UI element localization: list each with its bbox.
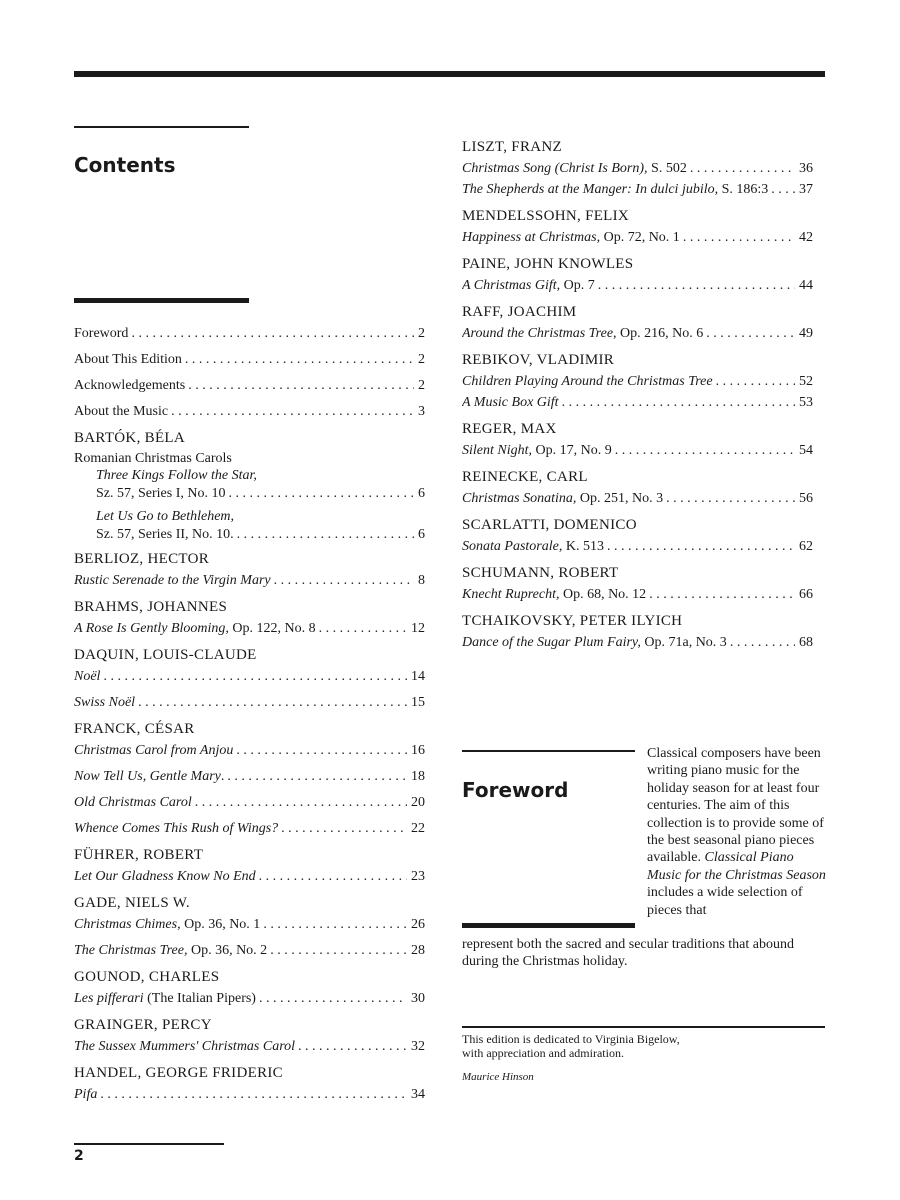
page-number: 44: [799, 278, 813, 293]
leader-dots: [227, 767, 407, 787]
toc-entry[interactable]: [462, 585, 813, 605]
leader-dots: [298, 1037, 407, 1057]
leader-dots: [270, 941, 407, 961]
leader-dots: [188, 376, 414, 396]
work-detail: Sz. 57, Series II, No. 10.: [96, 527, 234, 542]
page-number: 3: [418, 404, 425, 419]
leader-dots: [100, 1085, 407, 1105]
leader-dots: [195, 793, 407, 813]
leader-dots: [281, 819, 407, 839]
contents-heading: Contents: [74, 153, 176, 177]
work-detail: Op. 36, No. 2: [187, 943, 268, 958]
book-title: Classical Piano Music for the Christmas Season: [647, 850, 826, 883]
composer-heading: BARTÓK, BÉLA: [74, 430, 186, 446]
toc-entry[interactable]: [74, 571, 425, 591]
leader-dots: [771, 180, 795, 200]
work-title: Silent Night,: [462, 443, 532, 458]
toc-entry[interactable]: [74, 350, 425, 370]
leader-dots: [185, 350, 414, 370]
toc-entry[interactable]: [74, 619, 425, 639]
toc-entry[interactable]: [74, 324, 425, 344]
toc-entry[interactable]: [74, 1037, 425, 1057]
contents-rule-bottom: [74, 298, 249, 303]
work-detail: Sz. 57, Series I, No. 10: [96, 486, 226, 501]
toc-entry[interactable]: [462, 180, 813, 200]
work-detail: K. 513: [562, 539, 604, 554]
dedication-text: [462, 1032, 822, 1060]
entry-label: [462, 228, 680, 248]
leader-dots: [138, 693, 407, 713]
page-number: 2: [418, 326, 425, 341]
right-composer-list: [462, 137, 813, 653]
work-detail: Op. 7: [560, 278, 595, 293]
toc-entry[interactable]: [462, 159, 813, 179]
leader-dots: [259, 989, 407, 1009]
work-title: Les pifferari: [74, 991, 144, 1006]
work-title: Pifa: [74, 1087, 98, 1102]
page-number: 20: [411, 795, 425, 810]
page-number: 34: [411, 1087, 425, 1102]
entry-label: [74, 819, 278, 839]
entry-label: [462, 489, 663, 509]
page-number: 18: [411, 769, 425, 784]
entry-label: Foreword: [74, 326, 129, 341]
composer-heading: TCHAIKOVSKY, PETER ILYICH: [462, 613, 683, 629]
entry-label: [462, 180, 768, 200]
page-number: 6: [418, 486, 425, 501]
leader-dots: [562, 393, 795, 413]
page-number: 37: [799, 182, 813, 197]
entry-label: [74, 1085, 97, 1105]
front-matter-list: [74, 324, 425, 422]
toc-entry[interactable]: [74, 867, 425, 887]
entry-label: [74, 571, 271, 591]
composer-heading: DAQUIN, LOUIS-CLAUDE: [74, 647, 257, 663]
work-detail: Op. 71a, No. 3: [640, 635, 727, 650]
dedication-rule: [462, 1026, 825, 1028]
leader-dots: [598, 276, 795, 296]
toc-entry[interactable]: [74, 741, 425, 761]
leader-dots: [706, 324, 795, 344]
bartok-entry-1[interactable]: [74, 467, 425, 504]
page-number: 6: [418, 527, 425, 542]
page-number: 32: [411, 1039, 425, 1054]
leader-dots: [171, 402, 414, 422]
toc-entry[interactable]: [462, 276, 813, 296]
work-title: Old Christmas Carol: [74, 795, 192, 810]
work-title: Now Tell Us, Gentle Mary: [74, 769, 221, 784]
entry-label: [74, 741, 233, 761]
work-title: Christmas Song (Christ Is Born),: [462, 161, 648, 176]
dedication-line: with appreciation and admiration.: [462, 1046, 624, 1060]
page-number: 62: [799, 539, 813, 554]
toc-entry[interactable]: [74, 793, 425, 813]
entry-label: [74, 941, 267, 961]
work-title: Around the Christmas Tree,: [462, 326, 617, 341]
work-title: Let Our Gladness Know No End: [74, 869, 256, 884]
entry-label: [462, 372, 713, 392]
entry-label: [462, 441, 612, 461]
work-detail: Op. 216, No. 6: [616, 326, 704, 341]
toc-right-column: [462, 131, 813, 654]
page-number: 52: [799, 374, 813, 389]
work-title: Children Playing Around the Christmas Tree: [462, 374, 713, 389]
leader-dots: [649, 585, 795, 605]
page-number-footer: 2: [74, 1148, 84, 1164]
foreword-text-column: [647, 745, 827, 919]
work-title: The Christmas Tree,: [74, 943, 188, 958]
work-detail: Op. 72, No. 1: [600, 230, 680, 245]
header-rule: [74, 71, 825, 77]
leader-dots: [716, 372, 795, 392]
leader-dots: [666, 489, 795, 509]
left-composer-list: [74, 549, 425, 1105]
entry-label: [74, 619, 316, 639]
toc-entry[interactable]: [74, 1085, 425, 1105]
work-detail: Op. 251, No. 3: [576, 491, 664, 506]
work-detail: Op. 17, No. 9: [532, 443, 612, 458]
toc-entry[interactable]: [462, 633, 813, 653]
work-title: Rustic Serenade to the Virgin Mary: [74, 573, 271, 588]
entry-label: About the Music: [74, 404, 169, 419]
toc-entry[interactable]: [462, 324, 813, 344]
entry-label: About This Edition: [74, 352, 182, 367]
toc-entry[interactable]: [462, 537, 813, 557]
footer-rule: [74, 1143, 224, 1145]
entry-label: [462, 585, 646, 605]
page-number: 2: [418, 352, 425, 367]
toc-entry[interactable]: [74, 989, 425, 1009]
work-detail: Op. 122, No. 8: [228, 621, 316, 636]
page-number: 22: [411, 821, 425, 836]
work-detail: S. 186:3: [718, 182, 769, 197]
work-title: A Rose Is Gently Blooming,: [74, 621, 229, 636]
work-title: Christmas Sonatina,: [462, 491, 577, 506]
toc-entry[interactable]: [462, 372, 813, 392]
work-title: Noël: [74, 669, 101, 684]
page-number: 56: [799, 491, 813, 506]
foreword-rule-bottom: [462, 923, 635, 928]
work-title: Three Kings Follow the Star,: [96, 468, 257, 483]
entry-label: [74, 793, 192, 813]
composer-heading: FÜHRER, ROBERT: [74, 847, 204, 863]
work-title: Knecht Ruprecht,: [462, 587, 560, 602]
work-title: Whence Comes This Rush of Wings?: [74, 821, 279, 836]
toc-entry[interactable]: [74, 667, 425, 687]
work-detail: Op. 36, No. 1: [180, 917, 261, 932]
composer-heading: HANDEL, GEORGE FRIDERIC: [74, 1065, 283, 1081]
signature: Maurice Hinson: [462, 1071, 534, 1083]
page-number: 42: [799, 230, 813, 245]
work-title: Happiness at Christmas,: [462, 230, 601, 245]
composer-heading: BRAHMS, JOHANNES: [74, 599, 228, 615]
entry-label: [74, 915, 260, 935]
leader-dots: [607, 537, 795, 557]
composer-heading: PAINE, JOHN KNOWLES: [462, 256, 634, 272]
contents-rule-top: [74, 126, 249, 128]
leader-dots: [131, 324, 414, 344]
entry-label: [74, 867, 256, 887]
page-number: 30: [411, 991, 425, 1006]
work-detail: .: [220, 769, 225, 784]
toc-entry[interactable]: [462, 489, 813, 509]
foreword-heading: Foreword: [462, 778, 569, 802]
page-number: 49: [799, 326, 813, 341]
page-number: 54: [799, 443, 813, 458]
toc-entry[interactable]: [74, 915, 425, 935]
composer-heading: GRAINGER, PERCY: [74, 1017, 212, 1033]
toc-entry[interactable]: [462, 393, 813, 413]
work-title: Swiss Noël: [74, 695, 136, 710]
toc-entry[interactable]: [462, 441, 813, 461]
entry-label: [462, 324, 703, 344]
composer-heading: GOUNOD, CHARLES: [74, 969, 220, 985]
work-title: A Music Box Gift: [462, 395, 559, 410]
work-title: Christmas Chimes,: [74, 917, 181, 932]
page-number: 23: [411, 869, 425, 884]
leader-dots: [274, 571, 414, 591]
composer-heading: LISZT, FRANZ: [462, 139, 562, 155]
leader-dots: [730, 633, 795, 653]
entry-label: [74, 667, 100, 687]
page-number: 16: [411, 743, 425, 758]
composer-heading: SCHUMANN, ROBERT: [462, 565, 619, 581]
composer-heading: FRANCK, CÉSAR: [74, 721, 195, 737]
composer-heading: RAFF, JOACHIM: [462, 304, 577, 320]
leader-dots: [683, 228, 795, 248]
composer-heading: BERLIOZ, HECTOR: [74, 551, 210, 567]
bartok-entry-2[interactable]: [74, 508, 425, 545]
entry-label: [74, 989, 256, 1009]
work-title: A Christmas Gift,: [462, 278, 561, 293]
leader-dots: [259, 867, 407, 887]
toc-entry[interactable]: [462, 228, 813, 248]
page-number: 14: [411, 669, 425, 684]
group-heading: Romanian Christmas Carols: [74, 451, 232, 466]
work-detail: S. 502: [647, 161, 687, 176]
page-number: 2: [418, 378, 425, 393]
foreword-text: Classical composers have been writing piano music for the holiday season for at least four centuries. The aim of this collection is to provide some of the best seasonal piano pieces available.: [647, 746, 824, 866]
leader-dots: [229, 484, 415, 504]
page-number: 26: [411, 917, 425, 932]
work-title: The Sussex Mummers' Christmas Carol: [74, 1039, 296, 1054]
work-title: Christmas Carol from Anjou: [74, 743, 234, 758]
toc-entry[interactable]: [74, 767, 425, 787]
toc-entry[interactable]: [74, 402, 425, 422]
toc-entry[interactable]: [74, 693, 425, 713]
page-number: 12: [411, 621, 425, 636]
leader-dots: [237, 525, 414, 545]
page-number: 8: [418, 573, 425, 588]
page-number: 66: [799, 587, 813, 602]
leader-dots: [615, 441, 795, 461]
entry-label: Acknowledgements: [74, 378, 186, 393]
page-number: 68: [799, 635, 813, 650]
toc-entry[interactable]: [74, 819, 425, 839]
work-detail: Op. 68, No. 12: [559, 587, 647, 602]
entry-label: [462, 537, 604, 557]
work-title: Sonata Pastorale,: [462, 539, 563, 554]
composer-heading: REINECKE, CARL: [462, 469, 588, 485]
entry-label: [74, 767, 224, 787]
leader-dots: [263, 915, 407, 935]
composer-heading: SCARLATTI, DOMENICO: [462, 517, 637, 533]
composer-heading: MENDELSSOHN, FELIX: [462, 208, 630, 224]
dedication-line: This edition is dedicated to Virginia Bigelow,: [462, 1032, 680, 1046]
entry-label: [74, 1037, 295, 1057]
entry-label: [462, 276, 595, 296]
page-number: 36: [799, 161, 813, 176]
toc-entry[interactable]: [74, 941, 425, 961]
leader-dots: [319, 619, 407, 639]
work-title: Dance of the Sugar Plum Fairy,: [462, 635, 641, 650]
foreword-text-full: represent both the sacred and secular traditions that abound during the Christmas holiday.: [462, 937, 794, 970]
toc-left-column: [74, 324, 425, 1111]
toc-entry[interactable]: [74, 376, 425, 396]
composer-heading: REBIKOV, VLADIMIR: [462, 352, 615, 368]
leader-dots: [103, 667, 407, 687]
work-title: Let Us Go to Bethlehem,: [96, 509, 235, 524]
leader-dots: [236, 741, 407, 761]
entry-label: [462, 633, 727, 653]
foreword-text-continued: includes a wide selection of pieces that: [647, 885, 803, 918]
leader-dots: [690, 159, 795, 179]
entry-label: [462, 159, 687, 179]
composer-heading: REGER, MAX: [462, 421, 557, 437]
foreword-rule-top: [462, 750, 635, 752]
composer-heading: GADE, NIELS W.: [74, 895, 190, 911]
page-number: 28: [411, 943, 425, 958]
entry-label: [462, 393, 559, 413]
page-number: 53: [799, 395, 813, 410]
work-detail: (The Italian Pipers): [143, 991, 256, 1006]
entry-label: [74, 693, 135, 713]
page-number: 15: [411, 695, 425, 710]
work-title: The Shepherds at the Manger: In dulci jubilo,: [462, 182, 719, 197]
